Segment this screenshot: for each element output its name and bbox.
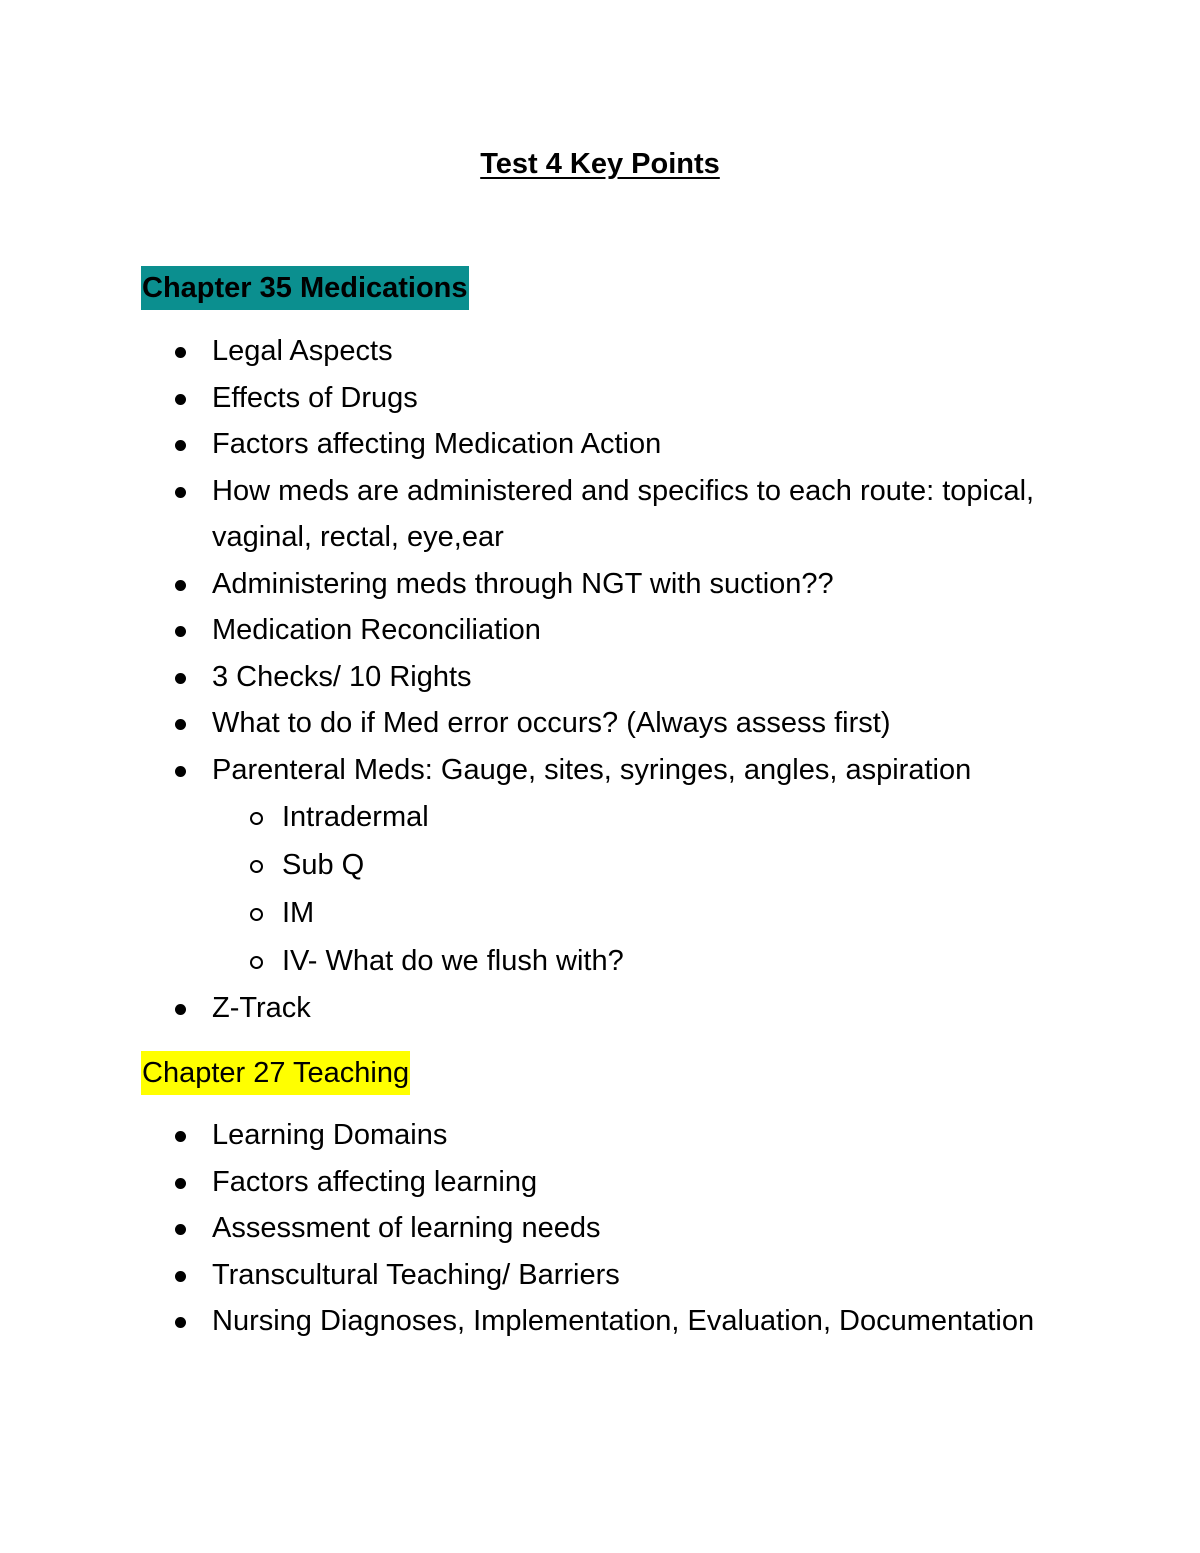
list-item xyxy=(0,1298,1200,1345)
sub-list-item xyxy=(0,793,1200,841)
list-item-text: Administering meds through NGT with suction?? xyxy=(212,567,834,600)
bullet-icon xyxy=(175,1131,186,1142)
list-item-text: Transcultural Teaching/ Barriers xyxy=(212,1258,620,1291)
section-heading-medications: Chapter 35 Medications xyxy=(141,266,469,310)
list-item-text: Factors affecting learning xyxy=(212,1165,538,1198)
list-item xyxy=(0,700,1200,747)
document-title: Test 4 Key Points xyxy=(480,148,720,180)
list-item xyxy=(0,1205,1200,1252)
sub-list-item-text: IV- What do we flush with? xyxy=(282,945,624,977)
list-item-text: Z-Track xyxy=(212,992,311,1024)
bullet-icon xyxy=(175,1224,186,1235)
list-item-text: How meds are administered and specifics to each route: topical, vaginal, rectal, eye,ear xyxy=(212,474,1035,553)
sub-list-item xyxy=(0,937,1200,985)
teaching-list xyxy=(0,1112,1200,1345)
bullet-icon xyxy=(175,1317,186,1328)
list-item xyxy=(0,607,1200,654)
list-item-text: Effects of Drugs xyxy=(212,381,418,414)
bullet-icon xyxy=(175,394,186,405)
list-item-text: Nursing Diagnoses, Implementation, Evaluation, Documentation xyxy=(212,1305,1035,1337)
hollow-circle-bullet-icon xyxy=(250,860,263,873)
list-item xyxy=(0,421,1200,468)
list-item-text: Assessment of learning needs xyxy=(212,1212,601,1244)
list-item-text: 3 Checks/ 10 Rights xyxy=(212,660,472,693)
list-item-text: Medication Reconciliation xyxy=(212,614,541,646)
bullet-icon xyxy=(175,1004,186,1015)
medications-list xyxy=(0,328,1200,1032)
list-item xyxy=(0,1252,1200,1299)
sub-list-item-text: Sub Q xyxy=(282,849,365,881)
bullet-icon xyxy=(175,347,186,358)
list-item xyxy=(0,1112,1200,1159)
bullet-icon xyxy=(175,766,186,777)
section-heading-teaching: Chapter 27 Teaching xyxy=(141,1051,410,1095)
list-item-text: Parenteral Meds: Gauge, sites, syringes, angles, aspiration xyxy=(212,753,972,786)
list-item-text: Legal Aspects xyxy=(212,335,393,367)
list-item xyxy=(0,468,1200,561)
list-item-text: What to do if Med error occurs? (Always assess first) xyxy=(212,707,891,739)
parenteral-sublist xyxy=(0,793,1200,985)
list-item-text: Factors affecting Medication Action xyxy=(212,428,662,460)
bullet-icon xyxy=(175,580,186,591)
sub-list-item xyxy=(0,889,1200,937)
bullet-icon xyxy=(175,487,186,498)
list-item xyxy=(0,328,1200,375)
sub-list-item xyxy=(0,841,1200,889)
bullet-icon xyxy=(175,440,186,451)
bullet-icon xyxy=(175,626,186,637)
bullet-icon xyxy=(175,1271,186,1282)
hollow-circle-bullet-icon xyxy=(250,908,263,921)
list-item xyxy=(0,375,1200,422)
hollow-circle-bullet-icon xyxy=(250,812,263,825)
bullet-icon xyxy=(175,1178,186,1189)
hollow-circle-bullet-icon xyxy=(250,956,263,969)
sub-list-item-text: IM xyxy=(282,897,315,929)
list-item xyxy=(0,747,1200,986)
sub-list-item-text: Intradermal xyxy=(282,801,429,833)
list-item xyxy=(0,561,1200,608)
list-item xyxy=(0,985,1200,1032)
list-item xyxy=(0,654,1200,701)
list-item xyxy=(0,1159,1200,1206)
list-item-text: Learning Domains xyxy=(212,1119,448,1151)
bullet-icon xyxy=(175,673,186,684)
bullet-icon xyxy=(175,719,186,730)
